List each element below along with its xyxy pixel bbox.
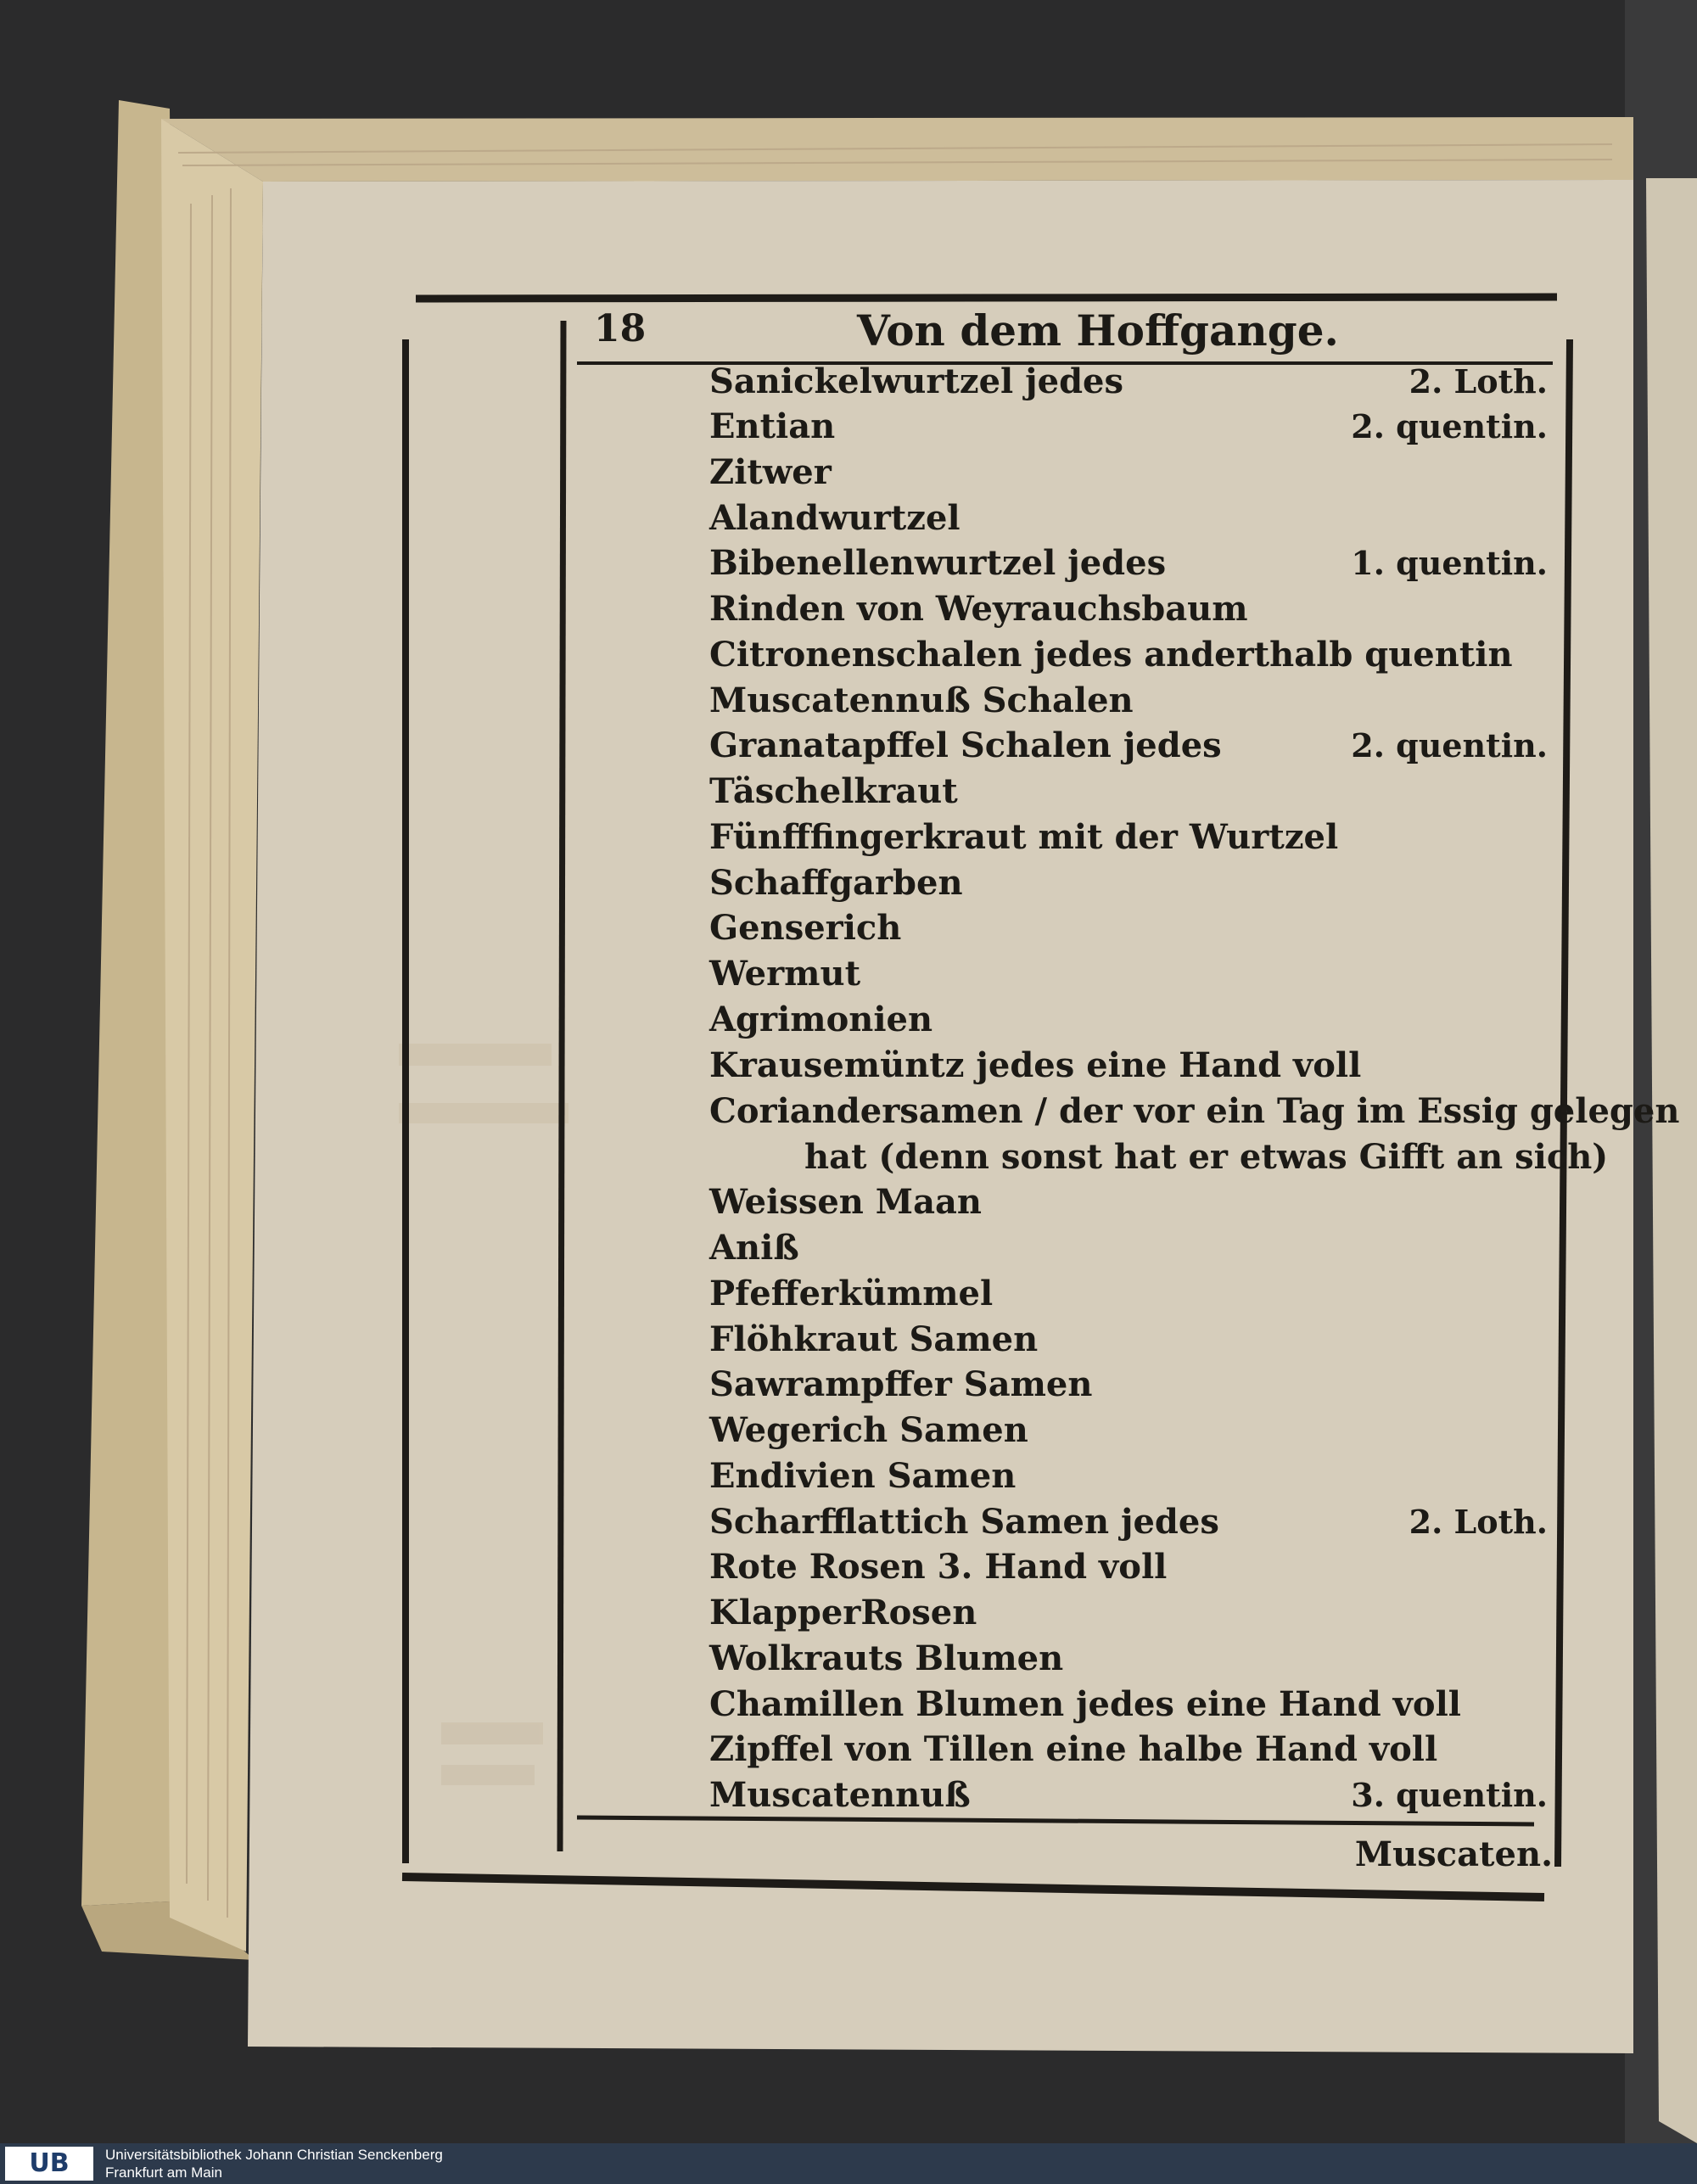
ingredient-amount: 2. quentin. (1351, 726, 1548, 764)
ingredient-line: Sawrampffer Samen (709, 1364, 1093, 1404)
running-head: Von dem Hoffgange. (857, 305, 1339, 356)
ingredient-line: Muscatennuß Schalen (709, 680, 1134, 720)
ingredient-line: Zipffel von Tillen eine halbe Hand voll (709, 1729, 1438, 1769)
ingredient-line: hat (denn sonst hat er etwas Gifft an sich) (804, 1137, 1609, 1177)
ingredient-line: Rote Rosen 3. Hand voll (709, 1547, 1168, 1587)
ingredient-line: Coriandersamen / der vor ein Tag im Essig gelegen (709, 1091, 1680, 1131)
ingredient-line: Pfefferkümmel (709, 1274, 994, 1313)
ingredient-amount: 2. quentin. (1351, 407, 1548, 445)
ingredient-line: Wegerich Samen (709, 1410, 1028, 1450)
ingredient-line: Bibenellenwurtzel jedes (709, 543, 1167, 583)
ingredient-line: Zitwer (709, 452, 832, 492)
ingredient-line: Chamillen Blumen jedes eine Hand voll (709, 1684, 1461, 1724)
library-name: Universitätsbibliothek Johann Christian Senckenberg (105, 2147, 443, 2163)
ingredient-line: Rinden von Weyrauchsbaum (709, 589, 1248, 629)
ingredient-line: Alandwurtzel (709, 498, 961, 538)
ingredient-line: KlapperRosen (709, 1593, 977, 1632)
ingredient-line: Genserich (709, 908, 902, 948)
ingredient-amount: 3. quentin. (1351, 1776, 1548, 1814)
ingredient-line: Aniß (709, 1228, 799, 1268)
ingredient-line: Täschelkraut (709, 771, 958, 811)
ingredient-amount: 2. Loth. (1409, 1503, 1548, 1541)
ingredient-line: Sanickelwurtzel jedes (709, 361, 1124, 401)
catchword: Muscaten. (1354, 1834, 1553, 1874)
ingredient-line: Muscatennuß (709, 1775, 971, 1815)
library-city: Frankfurt am Main (105, 2164, 222, 2181)
ingredient-line: Schaffgarben (709, 863, 963, 903)
ingredient-line: Scharfflattich Samen jedes (709, 1502, 1219, 1542)
ingredient-line: Flöhkraut Samen (709, 1319, 1039, 1359)
ingredient-line: Fünfffingerkraut mit der Wurtzel (709, 817, 1339, 857)
library-footer (0, 2143, 1697, 2184)
ingredient-line: Citronenschalen jedes anderthalb quentin (709, 635, 1513, 675)
ingredient-line: Wermut (709, 954, 861, 994)
ingredient-line: Wolkrauts Blumen (709, 1638, 1064, 1678)
ingredient-line: Krausemüntz jedes eine Hand voll (709, 1045, 1362, 1085)
ingredient-line: Weissen Maan (709, 1182, 982, 1222)
ingredient-line: Agrimonien (709, 1000, 933, 1039)
page-number: 18 (594, 307, 647, 350)
ingredient-amount: 2. Loth. (1409, 362, 1548, 400)
library-logo: UB (5, 2147, 93, 2181)
ingredient-line: Entian (709, 406, 836, 446)
ingredient-amount: 1. quentin. (1351, 544, 1548, 582)
ingredient-line: Granatapffel Schalen jedes (709, 725, 1222, 765)
ingredient-line: Endivien Samen (709, 1456, 1017, 1496)
